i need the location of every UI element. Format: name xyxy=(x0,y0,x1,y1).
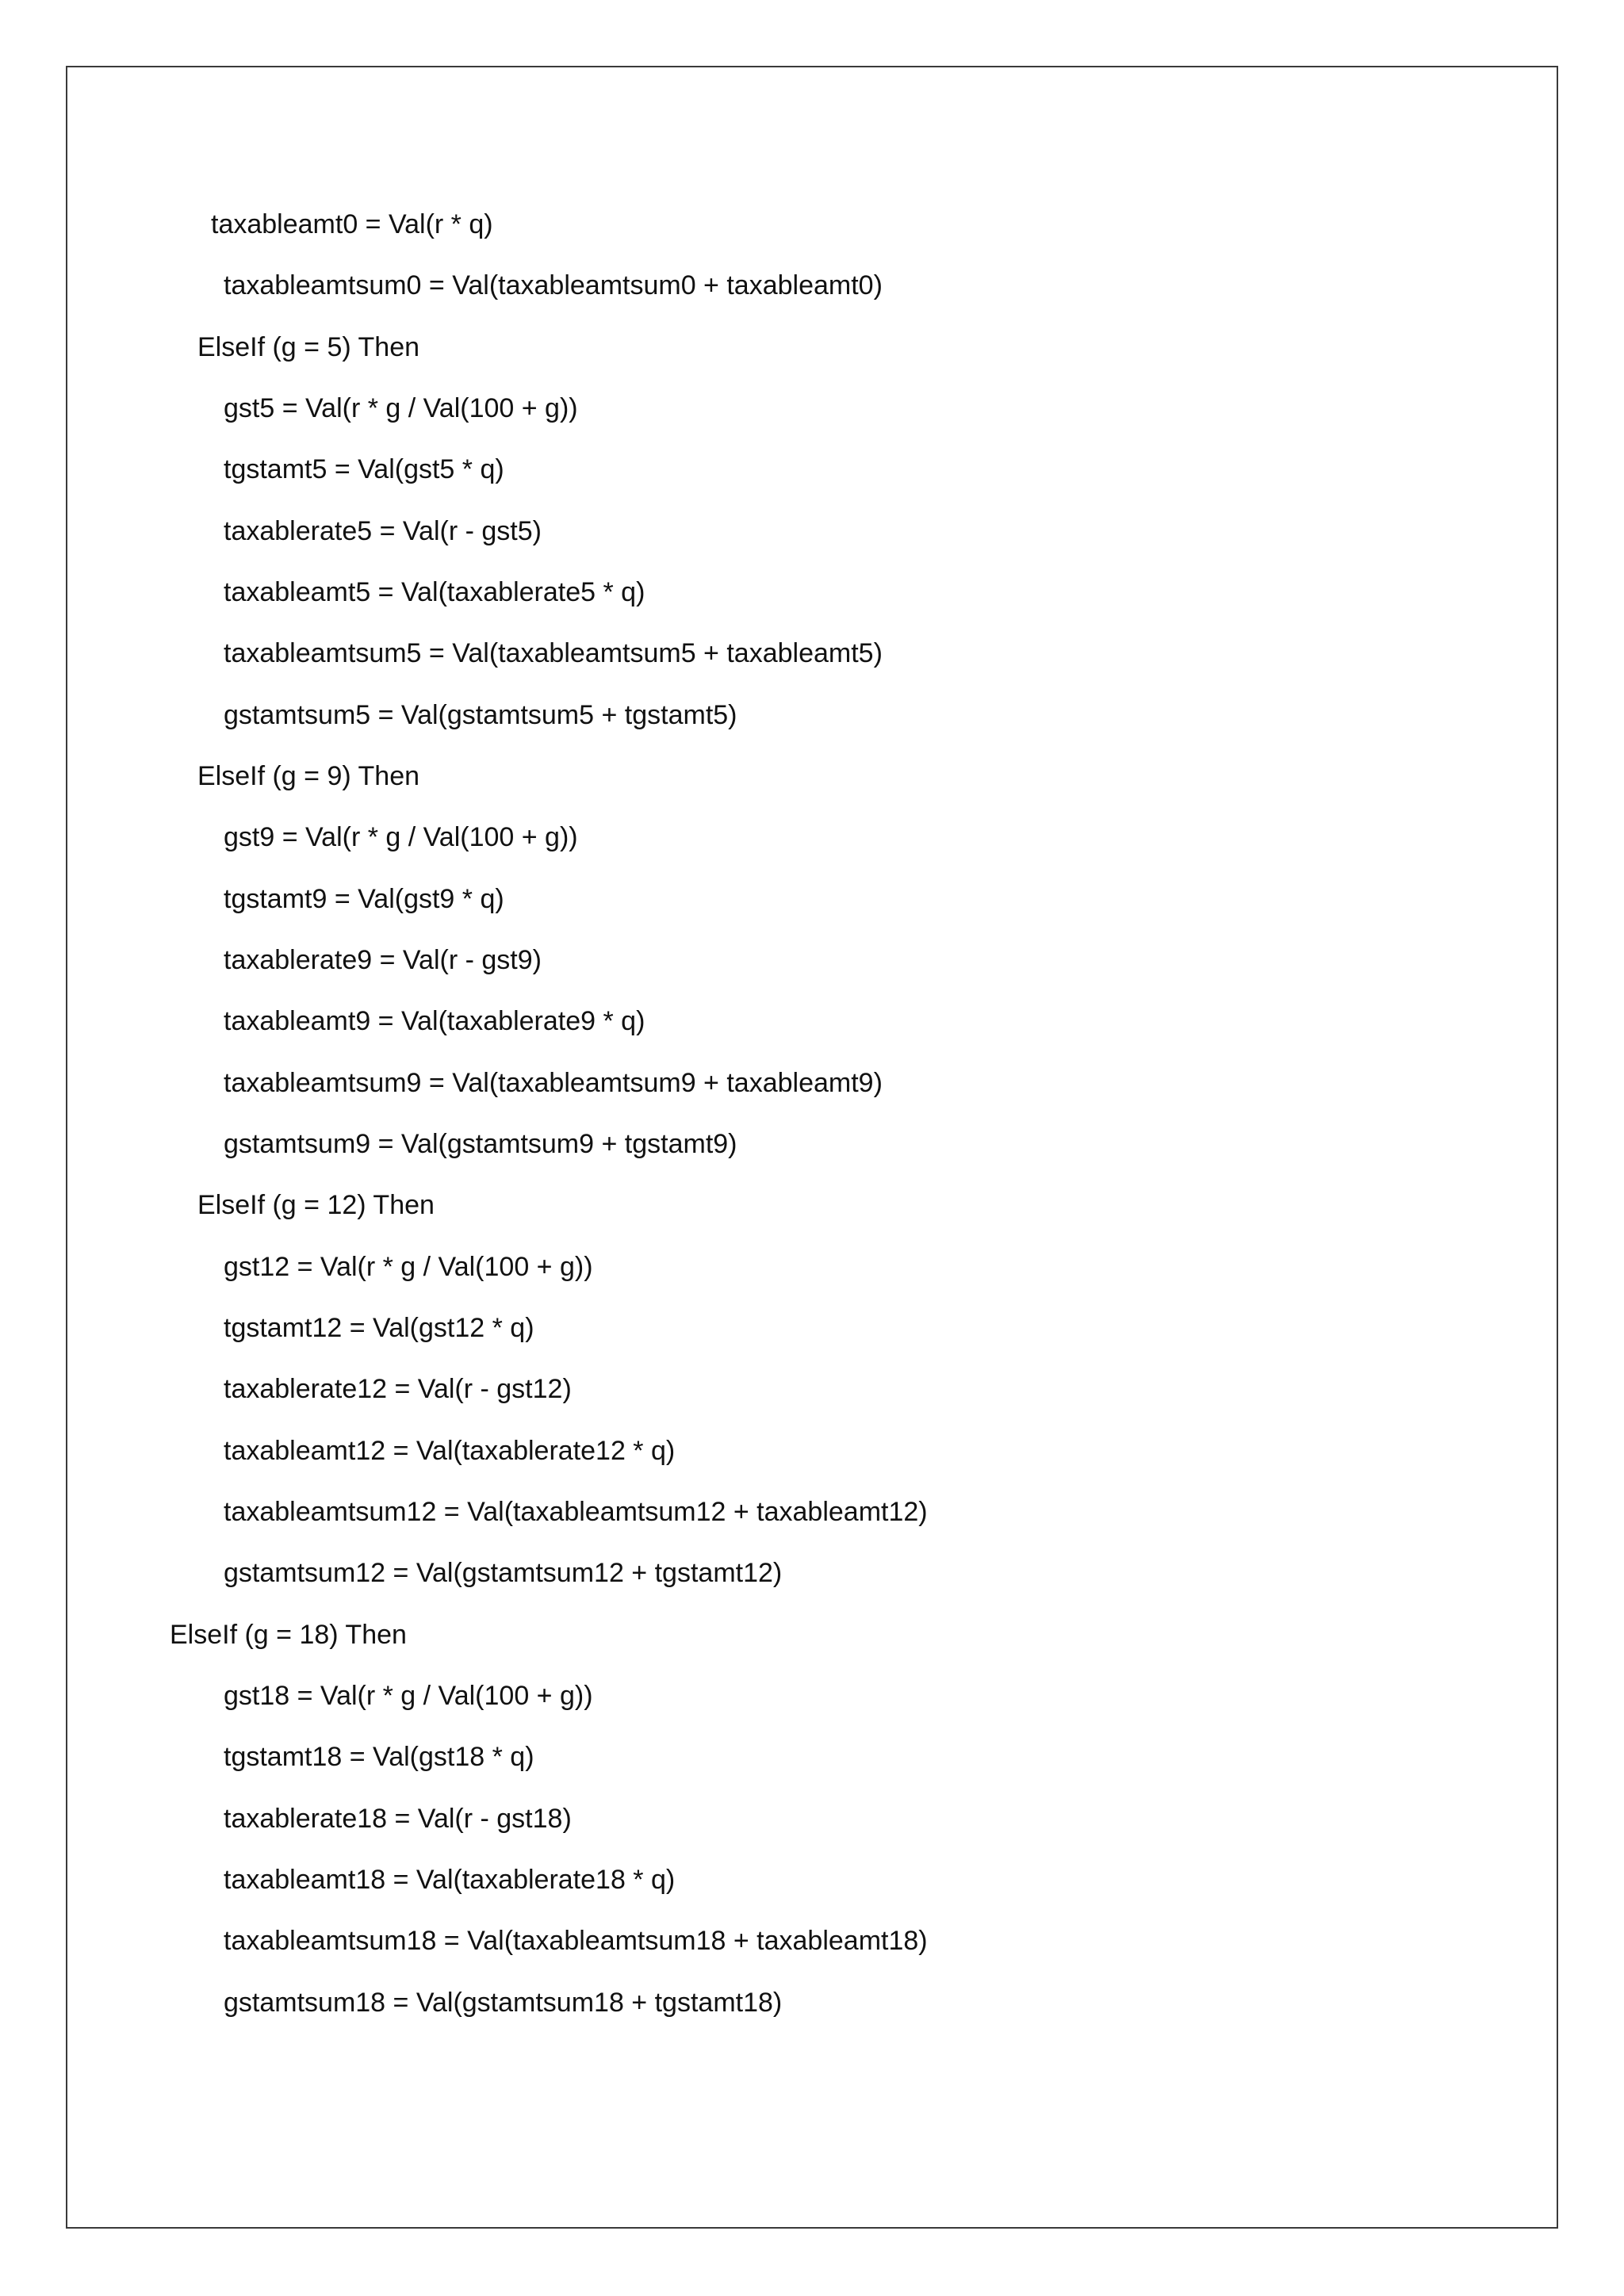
code-line: ElseIf (g = 9) Then xyxy=(197,761,420,791)
code-line: gstamtsum5 = Val(gstamtsum5 + tgstamt5) xyxy=(224,700,737,730)
code-line: taxableamtsum0 = Val(taxableamtsum0 + taxableamt0) xyxy=(224,270,883,300)
code-line: gst18 = Val(r * g / Val(100 + g)) xyxy=(224,1681,593,1711)
code-line: taxableamt5 = Val(taxablerate5 * q) xyxy=(224,577,645,607)
code-line: ElseIf (g = 12) Then xyxy=(197,1190,435,1220)
code-line: taxableamtsum18 = Val(taxableamtsum18 + taxableamt18) xyxy=(224,1926,928,1956)
code-line: ElseIf (g = 5) Then xyxy=(197,332,420,362)
code-line: taxableamtsum9 = Val(taxableamtsum9 + taxableamt9) xyxy=(224,1068,883,1098)
code-line: taxablerate18 = Val(r - gst18) xyxy=(224,1804,572,1834)
code-line: taxableamt9 = Val(taxablerate9 * q) xyxy=(224,1006,645,1036)
code-line: taxablerate5 = Val(r - gst5) xyxy=(224,516,542,546)
code-line: taxableamtsum12 = Val(taxableamtsum12 + taxableamt12) xyxy=(224,1497,928,1527)
code-line: tgstamt5 = Val(gst5 * q) xyxy=(224,454,504,484)
code-line: ElseIf (g = 18) Then xyxy=(170,1620,407,1650)
code-line: gstamtsum18 = Val(gstamtsum18 + tgstamt18) xyxy=(224,1988,783,2018)
code-line: taxableamt12 = Val(taxablerate12 * q) xyxy=(224,1436,676,1466)
code-line: taxablerate9 = Val(r - gst9) xyxy=(224,945,542,975)
code-line: gst5 = Val(r * g / Val(100 + g)) xyxy=(224,393,578,423)
code-line: gstamtsum9 = Val(gstamtsum9 + tgstamt9) xyxy=(224,1129,737,1159)
code-line: gstamtsum12 = Val(gstamtsum12 + tgstamt12) xyxy=(224,1558,783,1588)
code-line: taxableamt0 = Val(r * q) xyxy=(211,209,493,239)
code-line: gst12 = Val(r * g / Val(100 + g)) xyxy=(224,1252,593,1282)
code-line: tgstamt9 = Val(gst9 * q) xyxy=(224,884,504,914)
code-line: taxableamt18 = Val(taxablerate18 * q) xyxy=(224,1865,676,1895)
code-line: taxablerate12 = Val(r - gst12) xyxy=(224,1374,572,1404)
code-line: tgstamt18 = Val(gst18 * q) xyxy=(224,1742,534,1772)
code-line: gst9 = Val(r * g / Val(100 + g)) xyxy=(224,822,578,852)
code-line: taxableamtsum5 = Val(taxableamtsum5 + taxableamt5) xyxy=(224,638,883,668)
code-line: tgstamt12 = Val(gst12 * q) xyxy=(224,1313,534,1343)
